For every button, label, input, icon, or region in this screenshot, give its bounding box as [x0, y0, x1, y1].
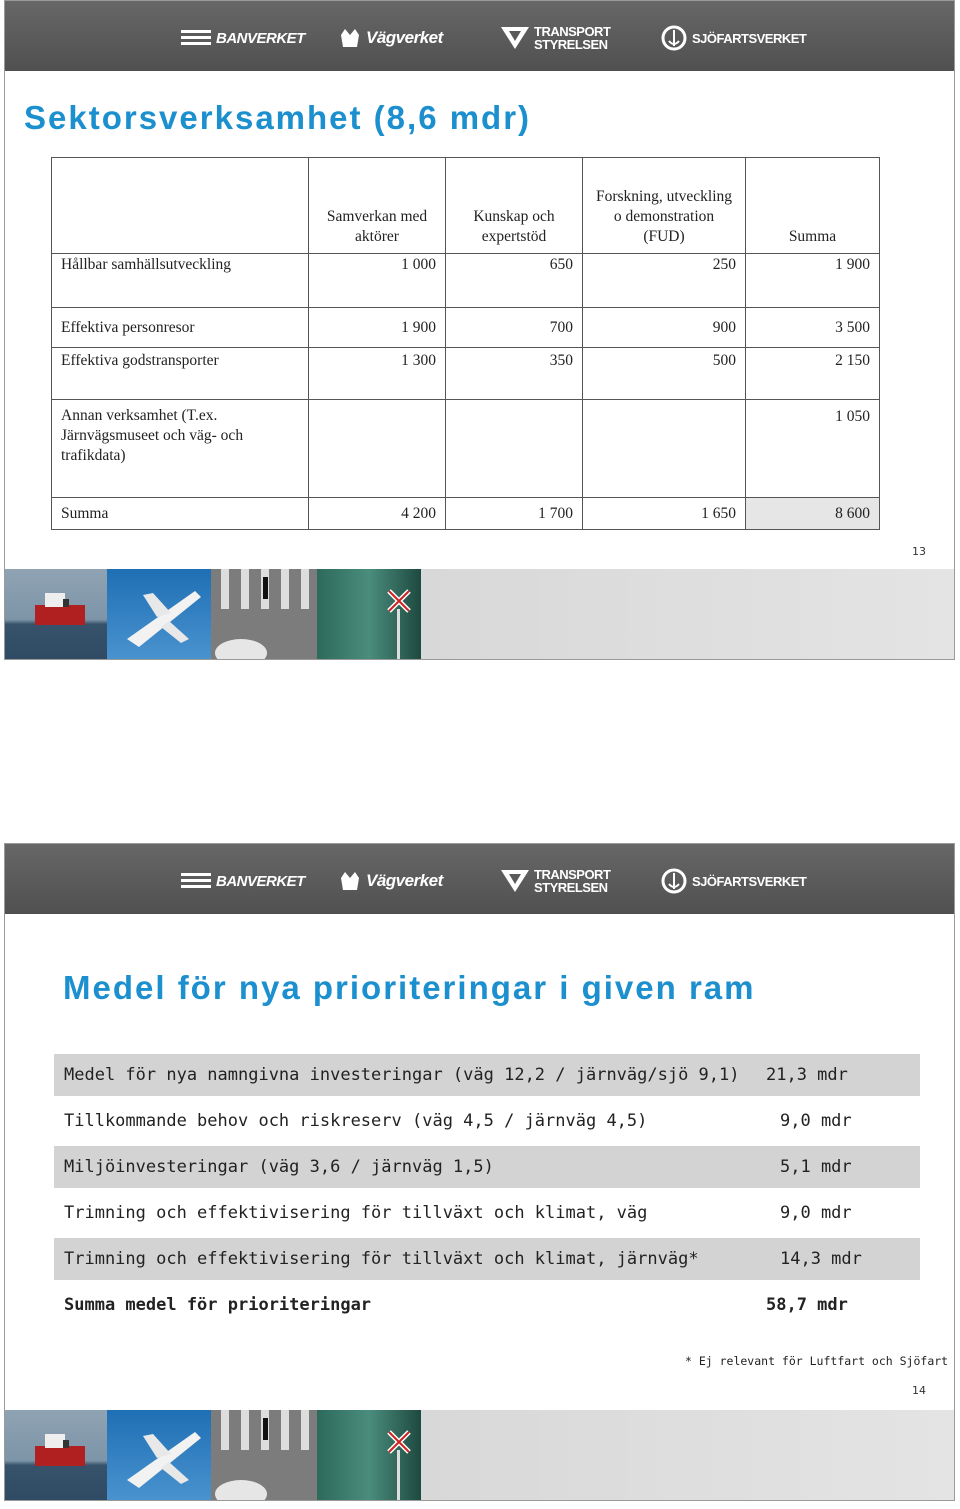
photo-strip-fill — [421, 569, 955, 660]
anchor-emblem-icon — [661, 867, 687, 895]
item-value: 5,1 mdr — [780, 1157, 852, 1177]
item-value: 9,0 mdr — [780, 1203, 852, 1223]
sjofartsverket-logo — [661, 21, 806, 55]
list-item — [54, 1100, 920, 1142]
transport-logo-line2: STYRELSEN — [534, 880, 608, 895]
item-label: Miljöinvesteringar (väg 3,6 / järnväg 1,5) — [64, 1157, 494, 1177]
railway-crossing-photo — [317, 569, 421, 660]
logo-header — [5, 844, 954, 914]
sector-table — [51, 157, 880, 530]
pedestrian-crossing-photo — [211, 569, 317, 660]
sjofartsverket-logo — [661, 864, 806, 898]
row-label: Annan verksamhet (T.ex. Järnvägsmuseet och väg- och trafikdata) — [52, 400, 309, 498]
item-value: 14,3 mdr — [780, 1249, 862, 1269]
slide-14 — [4, 843, 955, 1501]
table-cell: 350 — [446, 348, 583, 400]
list-item — [54, 1146, 920, 1188]
transportstyrelsen-logo — [501, 864, 610, 898]
vagverket-logo-text: Vägverket — [366, 28, 443, 47]
table-header-row — [52, 158, 880, 254]
slide-title: Medel för nya prioriteringar i given ram — [63, 969, 756, 1006]
priorities-list — [54, 1054, 920, 1330]
table-cell: 1 900 — [309, 308, 446, 348]
slide-13 — [4, 0, 955, 660]
table-cell — [309, 400, 446, 498]
table-cell — [446, 400, 583, 498]
banverket-logo — [181, 864, 305, 898]
table-cell: 1 300 — [309, 348, 446, 400]
vagverket-logo-text: Vägverket — [366, 871, 443, 890]
list-item-total — [54, 1284, 920, 1326]
vagverket-logo — [339, 21, 443, 55]
transport-mark-icon — [501, 868, 529, 894]
vagverket-logo — [339, 864, 443, 898]
item-label: Medel för nya namngivna investeringar (väg 12,2 / järnväg/sjö 9,1) — [64, 1065, 740, 1085]
slide-title: Sektorsverksamhet (8,6 mdr) — [24, 99, 532, 136]
table-cell: 1 650 — [583, 498, 746, 530]
table-cell: 650 — [446, 254, 583, 308]
header-cell: Kunskap och expertstöd — [446, 158, 583, 254]
item-label: Summa medel för prioriteringar — [64, 1295, 372, 1315]
table-row — [52, 254, 880, 308]
header-cell: Forskning, utveckling o demonstration (FUD) — [583, 158, 746, 254]
transport-logo-line1: TRANSPORT — [534, 867, 611, 882]
header-cell: Samverkan med aktörer — [309, 158, 446, 254]
item-value: 58,7 mdr — [766, 1295, 848, 1315]
table-cell: 3 500 — [746, 308, 880, 348]
table-cell — [583, 400, 746, 498]
banverket-mark-icon — [181, 27, 211, 49]
table-cell: 1 050 — [746, 400, 880, 498]
ship-photo — [5, 569, 107, 660]
table-row — [52, 348, 880, 400]
photo-strip — [5, 569, 954, 660]
table-cell: 1 700 — [446, 498, 583, 530]
table-cell: 250 — [583, 254, 746, 308]
page-number: 13 — [912, 545, 926, 558]
row-label: Effektiva godstransporter — [52, 348, 309, 400]
transport-mark-icon — [501, 25, 529, 51]
table-row — [52, 308, 880, 348]
table-cell: 900 — [583, 308, 746, 348]
anchor-emblem-icon — [661, 24, 687, 52]
sjofartsverket-logo-text: SJÖFARTSVERKET — [692, 30, 807, 46]
item-value: 21,3 mdr — [766, 1065, 848, 1085]
table-cell: 700 — [446, 308, 583, 348]
photo-strip — [5, 1410, 954, 1501]
page-number: 14 — [912, 1384, 926, 1397]
table-cell: 500 — [583, 348, 746, 400]
item-value: 9,0 mdr — [780, 1111, 852, 1131]
list-item — [54, 1192, 920, 1234]
table-cell: 1 900 — [746, 254, 880, 308]
item-label: Trimning och effektivisering för tillväxt och klimat, järnväg* — [64, 1249, 699, 1269]
airplane-photo — [107, 1410, 211, 1501]
transportstyrelsen-logo — [501, 21, 610, 55]
row-label: Summa — [52, 498, 309, 530]
ship-photo — [5, 1410, 107, 1501]
table-row — [52, 498, 880, 530]
table-cell: 1 000 — [309, 254, 446, 308]
item-label: Tillkommande behov och riskreserv (väg 4,5 / järnväg 4,5) — [64, 1111, 648, 1131]
table-cell: 2 150 — [746, 348, 880, 400]
row-label: Effektiva personresor — [52, 308, 309, 348]
transport-logo-line2: STYRELSEN — [534, 37, 608, 52]
banverket-logo-text: BANVERKET — [216, 29, 305, 47]
list-item — [54, 1054, 920, 1096]
railway-crossing-photo — [317, 1410, 421, 1501]
footnote: * Ej relevant för Luftfart och Sjöfart — [685, 1354, 949, 1368]
header-cell: Summa — [746, 158, 880, 254]
crown-icon — [339, 868, 361, 894]
banverket-mark-icon — [181, 870, 211, 892]
transport-logo-line1: TRANSPORT — [534, 24, 611, 39]
pedestrian-crossing-photo — [211, 1410, 317, 1501]
airplane-photo — [107, 569, 211, 660]
list-item — [54, 1238, 920, 1280]
sjofartsverket-logo-text: SJÖFARTSVERKET — [692, 873, 807, 889]
banverket-logo — [181, 21, 305, 55]
item-label: Trimning och effektivisering för tillväxt och klimat, väg — [64, 1203, 648, 1223]
banverket-logo-text: BANVERKET — [216, 872, 305, 890]
table-row — [52, 400, 880, 498]
header-cell — [52, 158, 309, 254]
table-cell: 4 200 — [309, 498, 446, 530]
crown-icon — [339, 25, 361, 51]
row-label: Hållbar samhällsutveckling — [52, 254, 309, 308]
table-cell: 8 600 — [746, 498, 880, 530]
photo-strip-fill — [421, 1410, 955, 1501]
logo-header — [5, 1, 954, 71]
